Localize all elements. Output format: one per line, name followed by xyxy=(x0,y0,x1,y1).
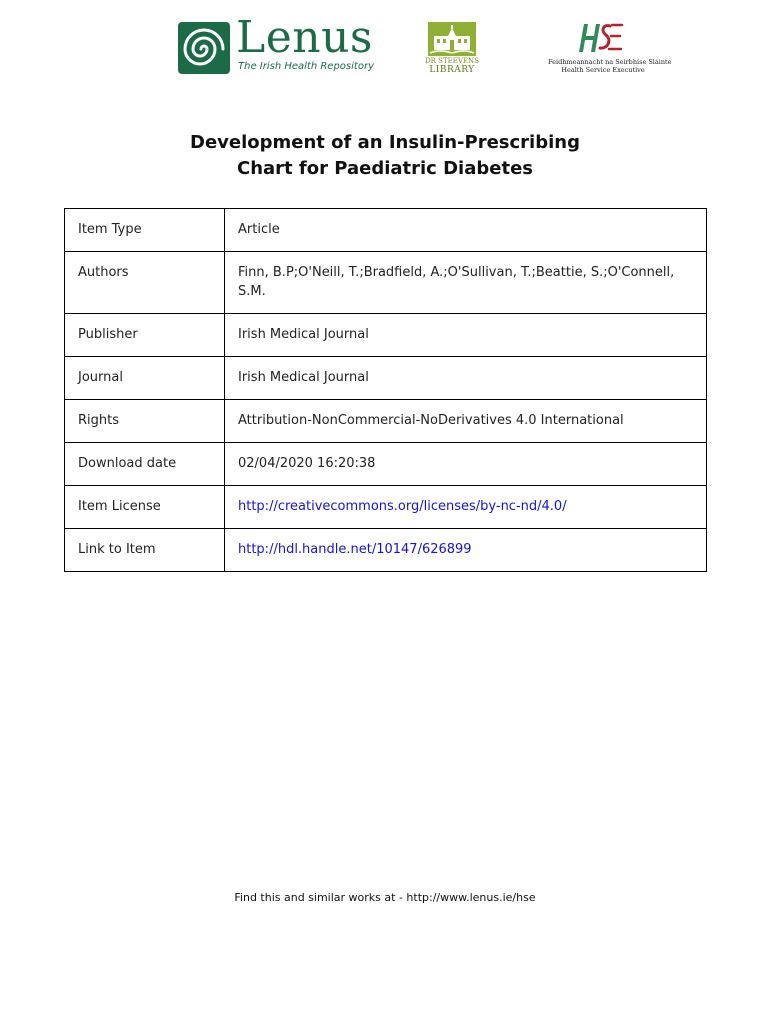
table-row-item-license xyxy=(65,486,707,529)
row-value: Irish Medical Journal xyxy=(225,357,707,400)
item-handle-link[interactable]: http://hdl.handle.net/10147/626899 xyxy=(238,542,472,557)
table-row-rights xyxy=(65,400,707,443)
hse-irish-name: Feidhmeannacht na Seirbhíse Sláinte xyxy=(548,58,672,66)
table-row-link-to-item xyxy=(65,529,707,572)
row-value-cell xyxy=(225,529,707,572)
row-value: Article xyxy=(225,209,707,252)
row-value: Attribution-NonCommercial-NoDerivatives 4.0 International xyxy=(225,400,707,443)
lenus-tagline: The Irish Health Repository xyxy=(238,61,374,72)
row-label: Item Type xyxy=(65,209,225,252)
row-value: 02/04/2020 16:20:38 xyxy=(225,443,707,486)
row-label: Link to Item xyxy=(65,529,225,572)
metadata-table xyxy=(64,208,707,572)
row-value: Irish Medical Journal xyxy=(225,314,707,357)
lenus-logo xyxy=(178,12,374,76)
row-label: Download date xyxy=(65,443,225,486)
library-name-line2: LIBRARY xyxy=(429,65,475,75)
row-label: Publisher xyxy=(65,314,225,357)
table-row-download-date xyxy=(65,443,707,486)
hse-logo xyxy=(548,22,672,78)
title-line-2: Chart for Paediatric Diabetes xyxy=(237,158,533,179)
hse-english-name: Health Service Executive xyxy=(561,66,645,74)
table-row-item-type xyxy=(65,209,707,252)
row-label: Journal xyxy=(65,357,225,400)
library-building-icon xyxy=(428,22,476,56)
dr-steevens-library-logo xyxy=(424,22,480,74)
table-row-authors xyxy=(65,252,707,314)
row-label: Item License xyxy=(65,486,225,529)
footer-text: Find this and similar works at - http://www.lenus.ie/hse xyxy=(234,891,536,904)
table-row-publisher xyxy=(65,314,707,357)
hse-monogram-icon xyxy=(578,22,624,54)
license-link[interactable]: http://creativecommons.org/licenses/by-nc-nd/4.0/ xyxy=(238,499,567,514)
title-line-1: Development of an Insulin-Prescribing xyxy=(190,132,580,153)
row-value: Finn, B.P;O'Neill, T.;Bradfield, A.;O'Sullivan, T.;Beattie, S.;O'Connell, S.M. xyxy=(225,252,707,314)
lenus-spiral-icon xyxy=(178,22,230,74)
row-label: Rights xyxy=(65,400,225,443)
table-row-journal xyxy=(65,357,707,400)
lenus-wordmark: Lenus xyxy=(236,12,374,63)
library-name-line1: DR STEEVENS xyxy=(425,57,479,65)
document-title xyxy=(85,130,685,182)
row-value-cell xyxy=(225,486,707,529)
row-label: Authors xyxy=(65,252,225,314)
